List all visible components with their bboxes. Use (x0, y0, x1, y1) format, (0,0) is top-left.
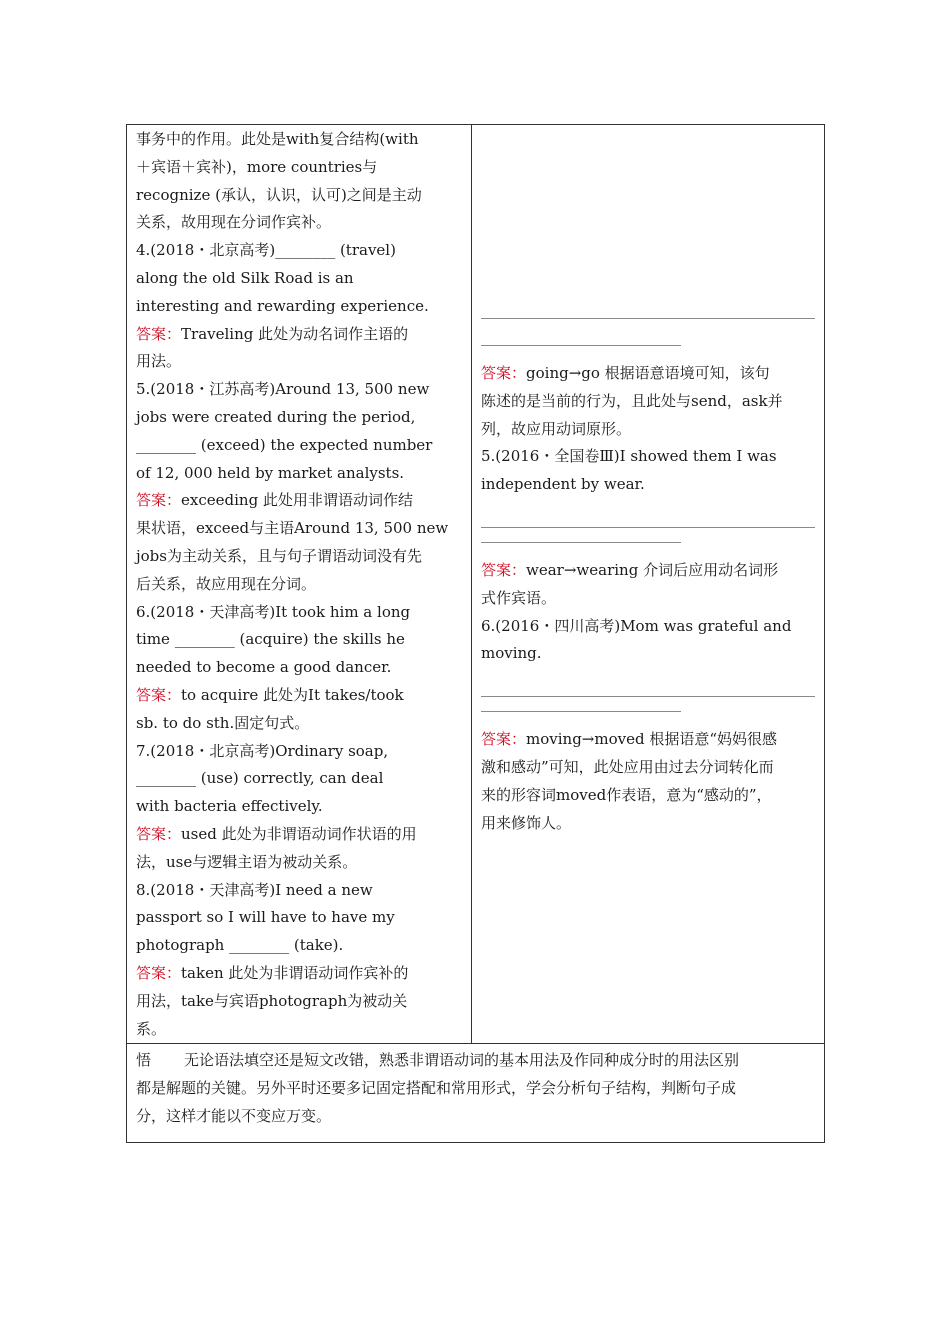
exercise-table (126, 124, 825, 1143)
summary-content (127, 1044, 824, 1142)
answer-line: 答案：going→go 根据语意语境可知，该句 (481, 364, 770, 382)
text-line: ________ (use) correctly, can deal (136, 769, 384, 788)
question-line: moving. (481, 644, 542, 663)
answer-line: 答案：exceeding 此处用非谓语动词作结 (136, 491, 413, 510)
question-line: independent by wear. (481, 475, 645, 494)
answer-label: 答案： (136, 685, 182, 704)
answer-line: 列，故应用动词原形。 (481, 419, 632, 438)
text-line: 7.(2018・北京高考)Ordinary soap, (136, 741, 389, 760)
text-line: 8.(2018・天津高考)I need a new (136, 880, 373, 899)
text-line: sb. to do sth.固定句式。 (136, 713, 310, 732)
text-line: 用法。 (136, 352, 182, 371)
text-line: needed to become a good dancer. (136, 658, 392, 677)
answer-line: 答案：to acquire 此处为It takes/took (136, 685, 404, 704)
answer-label: 答案： (136, 324, 182, 343)
answer-line: 答案：taken 此处为非谓语动词作宾补的 (136, 963, 409, 982)
right-column-cell (472, 125, 825, 1044)
text-line: photograph ________ (take). (136, 936, 344, 955)
text-line: time ________ (acquire) the skills he (136, 630, 405, 649)
answer-rule-line (481, 527, 815, 528)
right-column-content (472, 125, 824, 837)
left-column-cell (127, 125, 472, 1044)
text-line: along the old Silk Road is an (136, 268, 354, 287)
text-line: ＋宾语＋宾补)，more countries与 (136, 157, 378, 176)
answer-line: 来的形容词moved作表语，意为“感动的”， (481, 785, 772, 804)
answer-rule-line (481, 542, 681, 543)
left-column-content (127, 125, 471, 1043)
text-line: passport so I will have to have my (136, 908, 395, 927)
text-line: 事务中的作用。此处是with复合结构(with (136, 130, 419, 148)
text-line: 4.(2018・北京高考)________ (travel) (136, 241, 396, 260)
text-line: 法，use与逻辑主语为被动关系。 (136, 852, 358, 871)
summary-text: 分，这样才能以不变应万变。 (136, 1107, 332, 1126)
text-line: of 12, 000 held by market analysts. (136, 463, 405, 482)
question-line: 5.(2016・全国卷Ⅲ)I showed them I was (481, 447, 777, 466)
summary-label: 悟 (136, 1051, 152, 1070)
text-line: jobs为主动关系，且与句子谓语动词没有先 (136, 546, 422, 565)
text-line: with bacteria effectively. (136, 797, 323, 816)
text-line: 关系，故用现在分词作宾补。 (136, 213, 332, 232)
answer-line: 答案：Traveling 此处为动名词作主语的 (136, 324, 409, 343)
text-line: 果状语，exceed与主语Around 13, 500 new (136, 519, 449, 538)
answer-label: 答案： (481, 364, 527, 382)
text-line: 后关系，故应用现在分词。 (136, 574, 317, 593)
answer-rule-line (481, 711, 681, 712)
answer-line: 答案：moving→moved 根据语意“妈妈很感 (481, 730, 778, 749)
text-line: recognize (承认，认识，认可)之间是主动 (136, 185, 422, 204)
summary-cell (127, 1044, 825, 1143)
answer-label: 答案： (136, 491, 182, 510)
answer-rule-line (481, 696, 815, 697)
answer-label: 答案： (481, 730, 527, 749)
answer-line: 激和感动”可知，此处应用由过去分词转化而 (481, 757, 774, 776)
answer-line: 用来修饰人。 (481, 813, 572, 832)
text-line: jobs were created during the period, (136, 407, 416, 426)
answer-line: 答案：used 此处为非谓语动词作状语的用 (136, 824, 417, 843)
text-line: ________ (exceed) the expected number (136, 435, 433, 454)
text-line: 用法，take与宾语photograph为被动关 (136, 991, 408, 1010)
text-line: 6.(2018・天津高考)It took him a long (136, 602, 411, 621)
answer-label: 答案： (481, 560, 527, 579)
answer-rule-line (481, 318, 815, 319)
summary-text: 无论语法填空还是短文改错，熟悉非谓语动词的基本用法及作同种成分时的用法区别 (184, 1051, 740, 1070)
answer-rule-line (481, 345, 681, 346)
question-line: 6.(2016・四川高考)Mom was grateful and (481, 616, 792, 635)
text-line: 5.(2018・江苏高考)Around 13, 500 new (136, 380, 430, 399)
answer-label: 答案： (136, 824, 182, 843)
text-line: 系。 (136, 1019, 167, 1038)
answer-label: 答案： (136, 963, 182, 982)
answer-line: 式作宾语。 (481, 588, 557, 607)
text-line: interesting and rewarding experience. (136, 296, 429, 315)
answer-line: 陈述的是当前的行为，且此处与send，ask并 (481, 391, 783, 410)
answer-line: 答案：wear→wearing 介词后应用动名词形 (481, 560, 779, 579)
summary-text: 都是解题的关键。另外平时还要多记固定搭配和常用形式，学会分析句子结构，判断句子成 (136, 1079, 737, 1098)
